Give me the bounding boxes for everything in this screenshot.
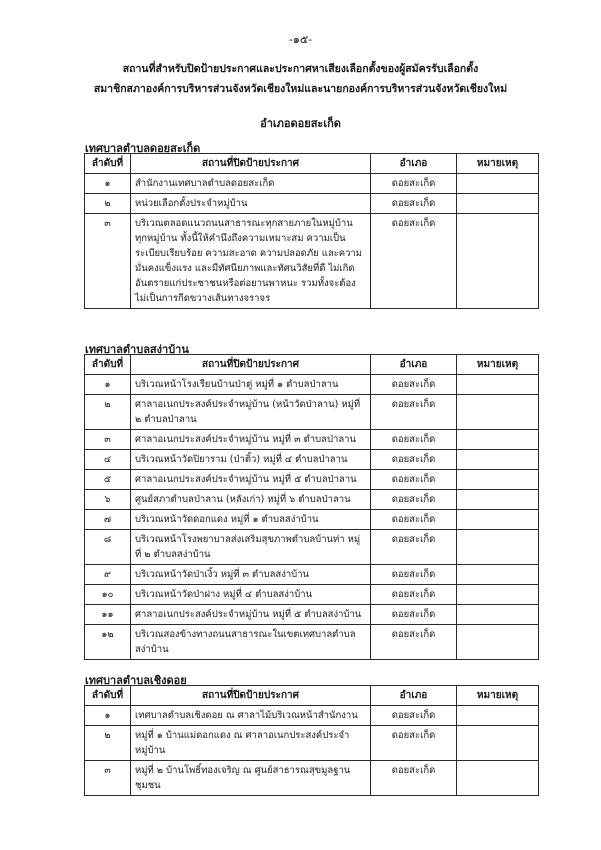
table-row bbox=[85, 194, 539, 214]
row-note bbox=[457, 706, 539, 726]
row-district: ดอยสะเก็ด bbox=[371, 605, 457, 625]
header-place: สถานที่ปิดป้ายประกาศ bbox=[131, 154, 371, 174]
row-note bbox=[457, 761, 539, 796]
row-place: บริเวณหน้าโรงพยาบาลส่งเสริมสุขภาพตำบลบ้านท่า หมู่ที่ ๒ ตำบลสง่าบ้าน bbox=[131, 530, 371, 565]
header-note: หมายเหตุ bbox=[457, 686, 539, 706]
document-title bbox=[0, 59, 601, 99]
row-place: บริเวณหน้าวัดป่าฝาง หมู่ที่ ๔ ตำบลสง่าบ้าน bbox=[131, 585, 371, 605]
table-row bbox=[85, 605, 539, 625]
district-heading: อำเภอดอยสะเก็ด bbox=[260, 117, 341, 130]
row-place: บริเวณตลอดแนวถนนสาธารณะทุกสายภายในหมู่บ้าน ทุกหมู่บ้าน ทั้งนี้ให้คำนึงถึงความเหมาะสม ความเป็นระเบียบเรียบร้อย ความสะอาด ความปลอดภัย และความมั่นคงแข็งแรง และมีทัศนียภาพและทัศนวิสัยที่ดี ไม่เกิดอันตรายแก่ประชาชนหรือต่อยานพาหนะ รวมทั้งจะต้องไม่เป็นการกีดขวางเส้นทางจราจร bbox=[131, 214, 371, 309]
header-note: หมายเหตุ bbox=[457, 355, 539, 375]
row-district: ดอยสะเก็ด bbox=[371, 726, 457, 761]
title-line-1: สถานที่สำหรับปิดป้ายประกาศและประกาศหาเสียงเลือกตั้งของผู้สมัครรับเลือกตั้ง bbox=[122, 63, 479, 75]
table-row bbox=[85, 490, 539, 510]
table-row bbox=[85, 585, 539, 605]
row-no: ๒ bbox=[85, 194, 131, 214]
row-district: ดอยสะเก็ด bbox=[371, 565, 457, 585]
row-note bbox=[457, 430, 539, 450]
table-header-row bbox=[85, 355, 539, 375]
row-note bbox=[457, 375, 539, 395]
row-note bbox=[457, 194, 539, 214]
row-district: ดอยสะเก็ด bbox=[371, 375, 457, 395]
row-place: บริเวณสองข้างทางถนนสาธารณะในเขตเทศบาลตำบลสง่าบ้าน bbox=[131, 625, 371, 660]
table-row bbox=[85, 214, 539, 309]
row-place: หมู่ที่ ๒ บ้านโพธิ์ทองเจริญ ณ ศูนย์สาธารณสุขมูลฐานชุมชน bbox=[131, 761, 371, 796]
table-row bbox=[85, 625, 539, 660]
row-note bbox=[457, 490, 539, 510]
row-district: ดอยสะเก็ด bbox=[371, 585, 457, 605]
table-row bbox=[85, 706, 539, 726]
header-district: อำเภอ bbox=[371, 686, 457, 706]
header-place: สถานที่ปิดป้ายประกาศ bbox=[131, 686, 371, 706]
row-note bbox=[457, 530, 539, 565]
row-note bbox=[457, 625, 539, 660]
row-no: ๔ bbox=[85, 450, 131, 470]
row-note bbox=[457, 450, 539, 470]
row-no: ๗ bbox=[85, 510, 131, 530]
row-note bbox=[457, 214, 539, 309]
row-district: ดอยสะเก็ด bbox=[371, 470, 457, 490]
row-district: ดอยสะเก็ด bbox=[371, 174, 457, 194]
row-place: ศาลาอเนกประสงค์ประจำหมู่บ้าน หมู่ที่ ๕ ตำบลสง่าบ้าน bbox=[131, 605, 371, 625]
row-place: ศูนย์สภาตำบลป่าลาน (หลังเก่า) หมู่ที่ ๖ ตำบลป่าลาน bbox=[131, 490, 371, 510]
row-note bbox=[457, 470, 539, 490]
row-place: บริเวณหน้าวัดป่าเงิ้ว หมู่ที่ ๓ ตำบลสง่าบ้าน bbox=[131, 565, 371, 585]
row-no: ๑ bbox=[85, 706, 131, 726]
page-number: -๑๕- bbox=[288, 33, 313, 46]
row-no: ๓ bbox=[85, 430, 131, 450]
row-no: ๖ bbox=[85, 490, 131, 510]
row-district: ดอยสะเก็ด bbox=[371, 430, 457, 450]
row-district: ดอยสะเก็ด bbox=[371, 625, 457, 660]
row-no: ๑๐ bbox=[85, 585, 131, 605]
header-district: อำเภอ bbox=[371, 355, 457, 375]
table-row bbox=[85, 530, 539, 565]
row-note bbox=[457, 565, 539, 585]
row-district: ดอยสะเก็ด bbox=[371, 214, 457, 309]
row-no: ๑ bbox=[85, 375, 131, 395]
header-district: อำเภอ bbox=[371, 154, 457, 174]
row-note bbox=[457, 726, 539, 761]
table-choeng-doi bbox=[84, 685, 539, 796]
row-place: หมู่ที่ ๑ บ้านแม่ดอกแดง ณ ศาลาอเนกประสงค์ประจำหมู่บ้าน bbox=[131, 726, 371, 761]
table-row bbox=[85, 450, 539, 470]
table-header-row bbox=[85, 686, 539, 706]
table-row bbox=[85, 761, 539, 796]
header-place: สถานที่ปิดป้ายประกาศ bbox=[131, 355, 371, 375]
row-note bbox=[457, 395, 539, 430]
row-no: ๙ bbox=[85, 565, 131, 585]
table-row bbox=[85, 565, 539, 585]
row-no: ๓ bbox=[85, 214, 131, 309]
row-note bbox=[457, 605, 539, 625]
row-no: ๒ bbox=[85, 726, 131, 761]
row-district: ดอยสะเก็ด bbox=[371, 490, 457, 510]
row-district: ดอยสะเก็ด bbox=[371, 761, 457, 796]
section-title-choeng-doi: เทศบาลตำบลเชิงดอย bbox=[85, 674, 187, 687]
row-no: ๑ bbox=[85, 174, 131, 194]
row-district: ดอยสะเก็ด bbox=[371, 530, 457, 565]
table-row bbox=[85, 375, 539, 395]
row-place: บริเวณหน้าวัดปิยาราม (ป่าติ้ว) หมู่ที่ ๔ ตำบลป่าลาน bbox=[131, 450, 371, 470]
header-no: ลำดับที่ bbox=[85, 154, 131, 174]
section-title-doi-saket: เทศบาลตำบลดอยสะเก็ด bbox=[85, 142, 201, 155]
row-district: ดอยสะเก็ด bbox=[371, 706, 457, 726]
row-district: ดอยสะเก็ด bbox=[371, 194, 457, 214]
row-place: บริเวณหน้าโรงเรียนบ้านป่าตู่ หมู่ที่ ๑ ตำบลป่าลาน bbox=[131, 375, 371, 395]
row-no: ๒ bbox=[85, 395, 131, 430]
row-place: ศาลาอเนกประสงค์ประจำหมู่บ้าน หมู่ที่ ๓ ตำบลป่าลาน bbox=[131, 430, 371, 450]
table-header-row bbox=[85, 154, 539, 174]
table-row bbox=[85, 430, 539, 450]
row-note bbox=[457, 510, 539, 530]
table-sa-nga-ban bbox=[84, 354, 539, 660]
header-note: หมายเหตุ bbox=[457, 154, 539, 174]
header-no: ลำดับที่ bbox=[85, 355, 131, 375]
title-line-2: สมาชิกสภาองค์การบริหารส่วนจังหวัดเชียงใหม่และนายกองค์การบริหารส่วนจังหวัดเชียงใหม่ bbox=[93, 83, 508, 95]
table-row bbox=[85, 174, 539, 194]
table-row bbox=[85, 395, 539, 430]
header-no: ลำดับที่ bbox=[85, 686, 131, 706]
table-doi-saket bbox=[84, 153, 539, 309]
row-place: หน่วยเลือกตั้งประจำหมู่บ้าน bbox=[131, 194, 371, 214]
row-district: ดอยสะเก็ด bbox=[371, 395, 457, 430]
row-place: บริเวณหน้าวัดดอกแดง หมู่ที่ ๑ ตำบลสง่าบ้าน bbox=[131, 510, 371, 530]
row-place: สำนักงานเทศบาลตำบลดอยสะเก็ด bbox=[131, 174, 371, 194]
row-place: ศาลาอเนกประสงค์ประจำหมู่บ้าน (หน้าวัดป่าลาน) หมู่ที่ ๒ ตำบลป่าลาน bbox=[131, 395, 371, 430]
row-district: ดอยสะเก็ด bbox=[371, 510, 457, 530]
row-no: ๑๑ bbox=[85, 605, 131, 625]
row-district: ดอยสะเก็ด bbox=[371, 450, 457, 470]
row-note bbox=[457, 585, 539, 605]
table-row bbox=[85, 726, 539, 761]
table-row bbox=[85, 470, 539, 490]
row-note bbox=[457, 174, 539, 194]
row-place: เทศบาลตำบลเชิงดอย ณ ศาลาไม้บริเวณหน้าสำนักงาน bbox=[131, 706, 371, 726]
row-place: ศาลาอเนกประสงค์ประจำหมู่บ้าน หมู่ที่ ๕ ตำบลป่าลาน bbox=[131, 470, 371, 490]
section-title-sa-nga-ban: เทศบาลตำบลสง่าบ้าน bbox=[85, 343, 189, 356]
row-no: ๘ bbox=[85, 530, 131, 565]
table-row bbox=[85, 510, 539, 530]
row-no: ๑๒ bbox=[85, 625, 131, 660]
row-no: ๓ bbox=[85, 761, 131, 796]
row-no: ๕ bbox=[85, 470, 131, 490]
